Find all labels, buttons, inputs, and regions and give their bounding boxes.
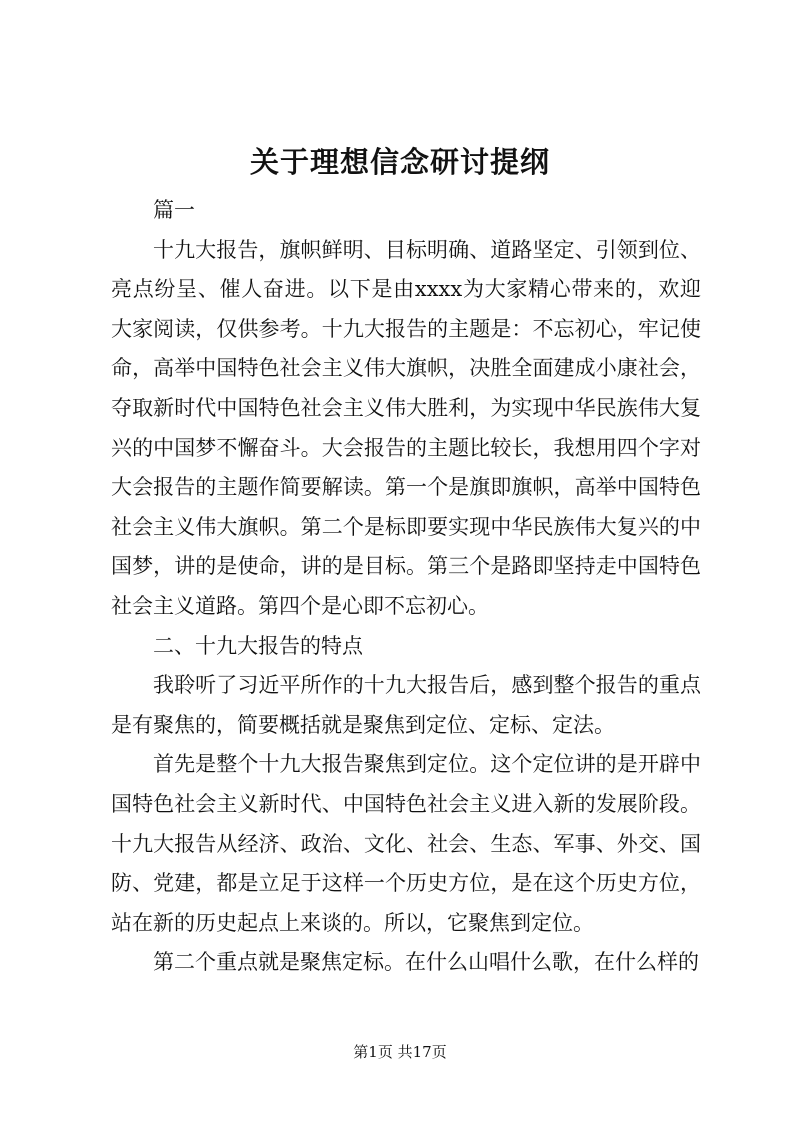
section-heading: 二、十九大报告的特点: [153, 633, 363, 658]
body-paragraph: 我聆听了习近平所作的十九大报告后，感到整个报告的重点是有聚焦的，简要概括就是聚焦到定位、定标、定法。: [111, 673, 701, 737]
body-paragraph: 首先是整个十九大报告聚焦到定位。这个定位讲的是开辟中国特色社会主义新时代、中国特色社会主义进入新的发展阶段。十九大报告从经济、政治、文化、社会、生态、军事、外交、国防、党建，都是立足于这样一个历史方位，是在这个历史方位，站在新的历史起点上来谈的。所以，它聚焦到定位。: [111, 752, 701, 935]
page-number: 第1页: [353, 1043, 393, 1061]
body-paragraph: 第二个重点就是聚焦定标。在什么山唱什么歌，在什么样的: [153, 950, 699, 975]
document-body: [111, 191, 701, 983]
page-total: 共17页: [397, 1043, 447, 1061]
body-paragraph: 十九大报告，旗帜鲜明、目标明确、道路坚定、引领到位、亮点纷呈、催人奋进。以下是由xxxx为大家精心带来的，欢迎大家阅读，仅供参考。十九大报告的主题是：不忘初心，牢记使命，高举中国特色社会主义伟大旗帜，决胜全面建成小康社会，夺取新时代中国特色社会主义伟大胜利，为实现中华民族伟大复兴的中国梦不懈奋斗。大会报告的主题比较长，我想用四个字对大会报告的主题作简要解读。第一个是旗即旗帜，高举中国特色社会主义伟大旗帜。第二个是标即要实现中华民族伟大复兴的中国梦，讲的是使命，讲的是目标。第三个是路即坚持走中国特色社会主义道路。第四个是心即不忘初心。: [111, 237, 701, 618]
section-heading: 篇一: [153, 198, 195, 222]
page-footer: [0, 1042, 800, 1062]
document-title: 关于理想信念研讨提纲: [249, 145, 550, 179]
